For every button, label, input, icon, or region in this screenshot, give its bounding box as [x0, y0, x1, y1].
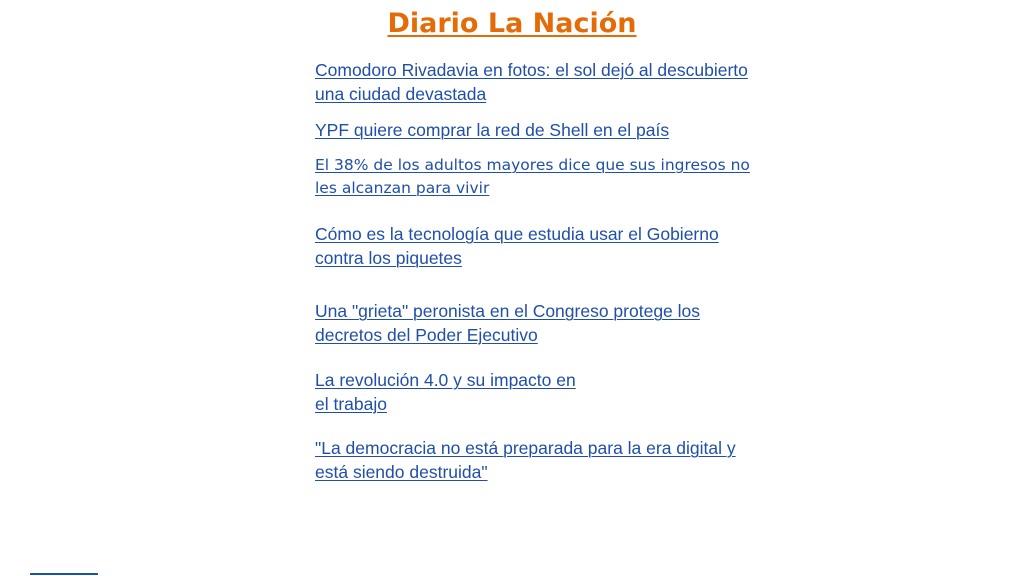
headline-line: Una "grieta" peronista en el Congreso protege los: [315, 301, 701, 321]
headline-line: decretos del Poder Ejecutivo: [315, 325, 538, 345]
headline-line: Cómo es la tecnología que estudia usar el Gobierno: [315, 224, 719, 244]
headline-link-tecnologia-piquetes[interactable]: [315, 222, 719, 270]
headline-line: el trabajo: [315, 394, 387, 414]
page-title: Diario La Nación: [387, 8, 637, 39]
headline-link-grieta-peronista[interactable]: [315, 299, 700, 347]
headline-link-comodoro[interactable]: [315, 58, 748, 106]
headline-link-democracia-digital[interactable]: [315, 436, 736, 484]
bottom-left-divider: [30, 573, 98, 575]
headline-line: "La democracia no está preparada para la era digital y: [315, 438, 736, 458]
headline-line: contra los piquetes: [315, 248, 462, 268]
headline-link-revolucion-40[interactable]: [315, 368, 576, 416]
headline-line: está siendo destruida": [315, 462, 488, 482]
headline-line: Comodoro Rivadavia en fotos: el sol dejó al descubierto: [315, 60, 748, 80]
headline-line: una ciudad devastada: [315, 84, 487, 104]
headline-link-adultos-mayores[interactable]: [315, 154, 750, 200]
headline-link-ypf[interactable]: [315, 118, 669, 142]
headline-line: YPF quiere comprar la red de Shell en el país: [315, 120, 670, 140]
headline-line: les alcanzan para vivir: [315, 179, 490, 197]
headline-line: La revolución 4.0 y su impacto en: [315, 370, 576, 390]
headline-line: El 38% de los adultos mayores dice que sus ingresos no: [315, 156, 750, 174]
